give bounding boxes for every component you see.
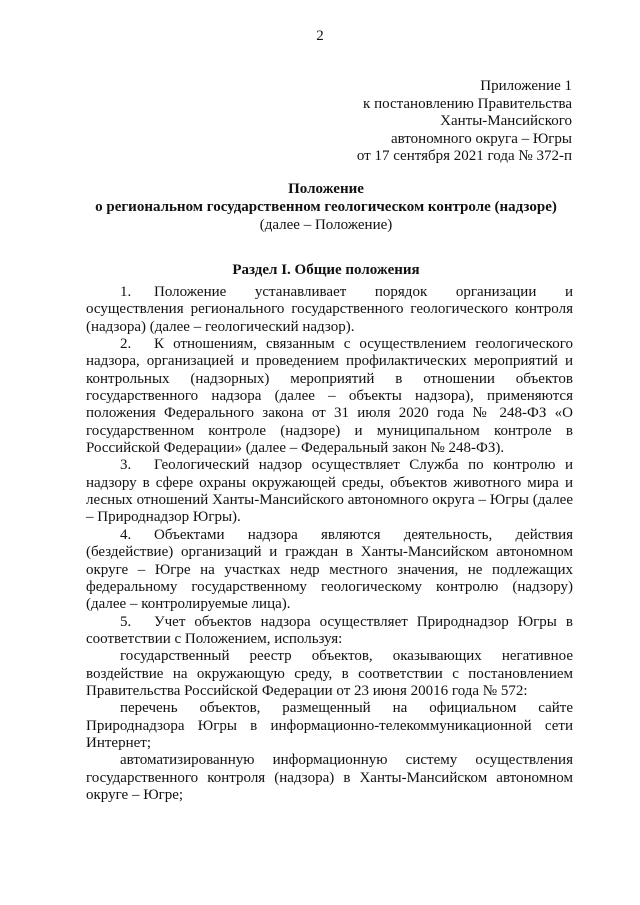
document-title <box>60 180 592 234</box>
paragraph-number: 4. <box>120 526 132 543</box>
appendix-line-4: автономного округа – Югры <box>390 130 572 147</box>
paragraph-text: Геологический надзор осуществляет Служба по контролю и надзору в сфере охраны окружающей среды, объектов животного мира и лесных отношений Ханты-Мансийского автономного округа – Югры (далее – Природнадзор Югры). <box>86 457 573 526</box>
appendix-line-1: Приложение 1 <box>480 78 572 94</box>
appendix-line-2: к постановлению Правительства <box>363 95 572 112</box>
paragraph-number: 2. <box>120 336 132 353</box>
appendix-line-3: Ханты-Мансийского <box>440 113 572 129</box>
list-item-2: перечень объектов, размещенный на официальном сайте Природнадзора Югры в информационно-телекоммуникационной сети Интернет; <box>86 700 573 751</box>
paragraph-text: Положение устанавливает порядок организации и осуществления регионального государственного геологического контроля (надзора) (далее – геологический надзор). <box>86 284 573 335</box>
appendix-line-5: от 17 сентября 2021 года № 372-п <box>356 148 572 164</box>
paragraph-2 <box>86 336 573 457</box>
paragraph-number: 1. <box>120 284 132 300</box>
paragraph-4 <box>86 527 573 614</box>
page-number: 2 <box>316 28 324 44</box>
paragraph-3 <box>86 457 573 526</box>
paragraph-1 <box>86 284 573 336</box>
paragraph-5 <box>86 614 573 649</box>
list-item-3: автоматизированную информационную систему осуществления государственного контроля (надзора) в Ханты-Мансийском автономном округе – Югре; <box>86 752 573 803</box>
section-heading: Раздел I. Общие положения <box>232 262 420 278</box>
paragraph-text: Учет объектов надзора осуществляет Природнадзор Югры в соответствии с Положением, используя: <box>86 613 573 647</box>
paragraph-text: Объектами надзора являются деятельность, действия (бездействие) организаций и граждан в Ханты-Мансийском автономном округе – Югре на участках недр местного значения, не подлежащих федеральному государственному геологическому контролю (надзору) (далее – контролируемые лица). <box>86 526 573 613</box>
paragraph-number: 3. <box>120 457 132 474</box>
list-item-1: государственный реестр объектов, оказывающих негативное воздействие на окружающую среду, в соответствии с постановлением Правительства Российской Федерации от 23 июня 20016 года № 572: <box>86 648 573 699</box>
paragraph-text: К отношениям, связанным с осуществлением геологического надзора, организацией и проведением профилактических мероприятий и контрольных (надзорных) мероприятий в отношении объектов государственного надзора (далее – объекты надзора), применяются положения Федерального закона от 31 июля 2020 года № 248-ФЗ «О государственном контроле (надзоре) и муниципальном контроле в Российской Федерации» (далее – Федеральный закон № 248-ФЗ). <box>86 336 573 457</box>
document-body <box>86 284 573 804</box>
title-line-1: Положение <box>288 181 364 197</box>
appendix-header <box>357 78 572 166</box>
paragraph-number: 5. <box>120 613 132 630</box>
title-line-2: о региональном государственном геологическом контроле (надзоре) <box>95 199 557 215</box>
title-line-3: (далее – Положение) <box>259 217 393 233</box>
